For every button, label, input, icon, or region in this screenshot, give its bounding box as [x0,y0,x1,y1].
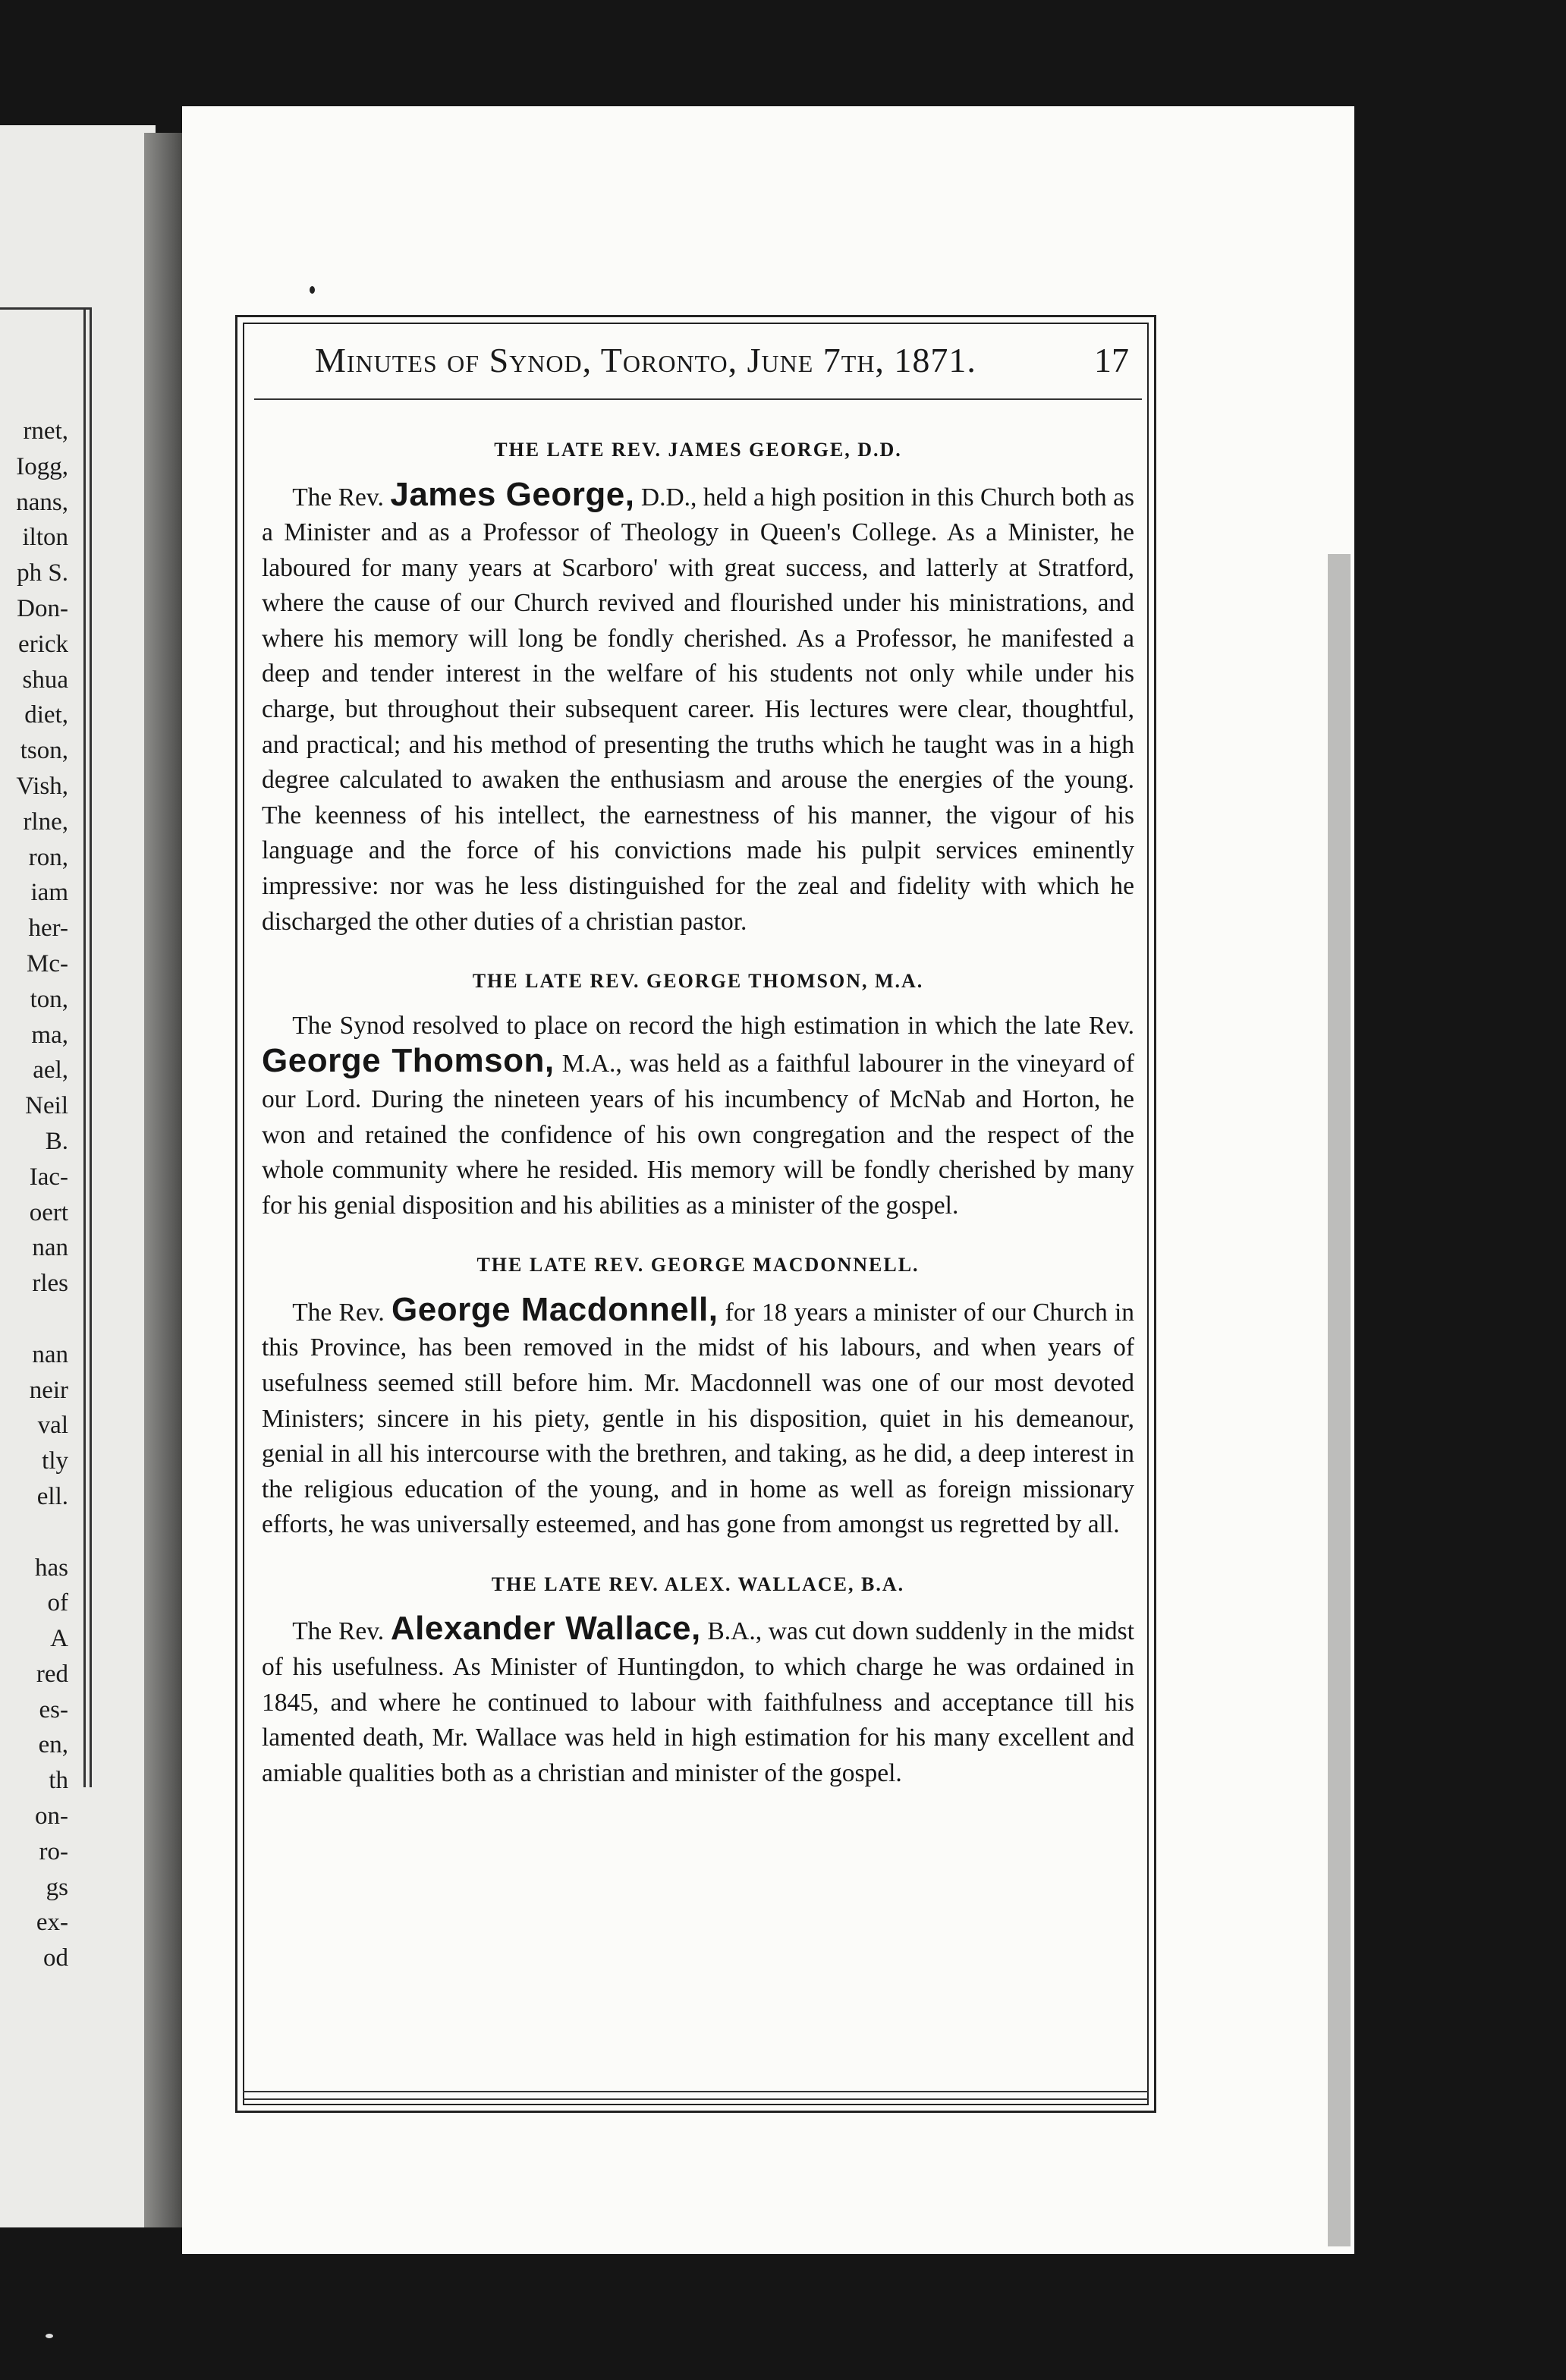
obituary-section [262,433,1134,940]
running-head [303,338,1138,383]
left-page-fragment: nan [32,1234,68,1262]
left-page-fragment [0,1515,68,1550]
obituary-paragraph [262,1292,1134,1543]
left-page-fragment: erick [18,630,68,658]
obituary-lead: The Rev. [292,1617,385,1646]
left-page-fragment: ton, [30,985,68,1013]
left-page-fragment: A [50,1625,68,1653]
left-page-fragment: has [35,1554,68,1582]
obituary-lead: The Rev. [292,483,384,512]
obituary-name: James George, [390,475,635,513]
left-page-fragment: diet, [24,701,68,729]
left-page-fragment: Mc- [27,949,68,978]
left-page-fragment: ro- [39,1837,68,1865]
left-page-fragment: en, [38,1731,68,1759]
obituary-name: Alexander Wallace, [390,1610,701,1648]
obituary-body: M.A., was held as a faithful labourer in the vineyard of our Lord. During the nineteen years of his incumbency of McNab and Horton, he won and retained the confidence of his own congregation and the respect of the whole community where he resided. His memory will be fondly cherished by many for his genial disposition and his abilities as a minister of the gospel. [262,1050,1134,1220]
obituary-paragraph [262,477,1134,940]
left-page-fragment: rles [32,1270,68,1298]
left-page-fragment: es- [39,1695,68,1724]
left-page-fragment: nan [32,1340,68,1368]
left-page-fragment: ron, [28,843,68,871]
left-page-fragment: her- [28,915,68,943]
left-page-fragment: th [49,1767,68,1795]
left-page-fragment: gs [46,1873,68,1901]
obituary-lead: The Rev. [292,1298,385,1327]
obituary-body: D.D., held a high position in this Church both as a Minister and as a Professor of Theology in Queen's College. As a Minister, he laboured for many years at Scarboro' with great success, and latterly at Stratford, where the cause of our Church revived and flourished under his ministrations, and where his memory will long be fondly cherished. As a Professor, he manifested a deep and tender interest in the welfare of his students not only while under his charge, but throughout their subsequent career. His lectures were clear, thoughtful, and practical; and his method of presenting the truths which he taught was in a high degree calculated to awaken the enthusiasm and arouse the energies of the young. The keenness of his intellect, the earnestness of his manner, the vigour of his language and the force of his convictions made his pulpit services eminently impressive: nor was he less distinguished for the zeal and fidelity with which he discharged the other duties of a christian pastor. [262,483,1135,936]
left-page-fragment: of [47,1589,68,1617]
left-page-fragment: Iac- [29,1163,68,1191]
footer-rule [243,2091,1149,2092]
obituary-section [262,964,1134,1223]
left-page-text-fragments [0,414,68,1976]
left-page-fragment: ell. [36,1482,68,1510]
obituary-name: George Thomson, [262,1042,555,1080]
header-rule [254,398,1142,400]
left-page-fragment: Don- [17,594,68,622]
obituary-body: for 18 years a minister of our Church in this Province, has been removed in the midst of his labours, and when years of usefulness seemed still before him. Mr. Macdonnell was one of our most devoted Ministers; sincere in his piety, gentle in his disposition, quiet in his demeanour, genial in all his intercourse with the brethren, and taking, as he did, a deep interest in the religious education of the young, and in home as well as foreign missionary efforts, he was universally esteemed, and has gone from amongst us regretted by all. [262,1298,1135,1539]
left-page-fragment: shua [22,666,68,694]
left-page-fragment: rnet, [23,417,68,445]
ink-speck [310,286,315,294]
left-page-fragment: val [37,1412,68,1440]
left-page-fragment: red [36,1660,68,1688]
left-page-fragment: on- [35,1802,68,1831]
obituary-paragraph [262,1009,1134,1224]
left-page-frame-rule [0,307,90,310]
left-page-fragment [0,1302,68,1337]
left-page-frame-rule [83,307,86,1787]
obituary-heading: THE LATE REV. GEORGE THOMSON, M.A. [472,970,924,993]
obituary-paragraph [262,1611,1134,1791]
left-page-fragment: Neil [25,1092,68,1120]
left-page-fragment: ex- [36,1909,68,1937]
obituary-body: B.A., was cut down suddenly in the midst of his usefulness. As Minister of Huntingdon, to which charge he was ordained in 1845, and where he continued to labour with faithfulness and acceptance till his lamented death, Mr. Wallace was held in high estimation for his many excellent and amiable qualities both as a christian and minister of the gospel. [262,1617,1135,1787]
left-page-fragment: neir [29,1376,68,1404]
obituary-section [262,1567,1134,1791]
left-page-fragment: Vish, [16,772,68,800]
left-page-fragment: nans, [16,488,68,516]
running-head-title: Minutes of Synod, Toronto, June 7th, 1871. [315,341,976,379]
obituary-section [262,1248,1134,1543]
left-page-fragment: od [43,1944,68,1972]
left-page-fragment: tson, [20,737,68,765]
left-page-fragment: rlne, [23,808,68,836]
left-page-fragment: Iogg, [16,452,68,480]
ink-speck [46,2334,53,2338]
left-page-fragment: oert [29,1198,68,1226]
footer-rule [243,2098,1149,2100]
left-page-fragment: B. [45,1127,68,1155]
obituary-heading: THE LATE REV. GEORGE MACDONNELL. [476,1254,920,1277]
left-page-fragment: ilton [22,524,68,552]
text-column [262,433,1134,1791]
left-page-frame-rule [90,307,92,1787]
obituary-heading: THE LATE REV. JAMES GEORGE, D.D. [494,439,902,461]
page-edge [1328,554,1351,2246]
obituary-heading: THE LATE REV. ALEX. WALLACE, B.A. [491,1572,905,1595]
left-page-fragment: iam [30,879,68,907]
left-page-fragment: ph S. [17,559,68,587]
left-page-fragment: tly [42,1447,68,1475]
obituary-name: George Macdonnell, [392,1290,719,1328]
left-page-fragment: ael, [33,1056,68,1085]
obituary-lead: The Synod resolved to place on record the high estimation in which the late Rev. [292,1011,1134,1040]
left-page-fragment: ma, [31,1021,68,1049]
page-number: 17 [1094,341,1129,379]
